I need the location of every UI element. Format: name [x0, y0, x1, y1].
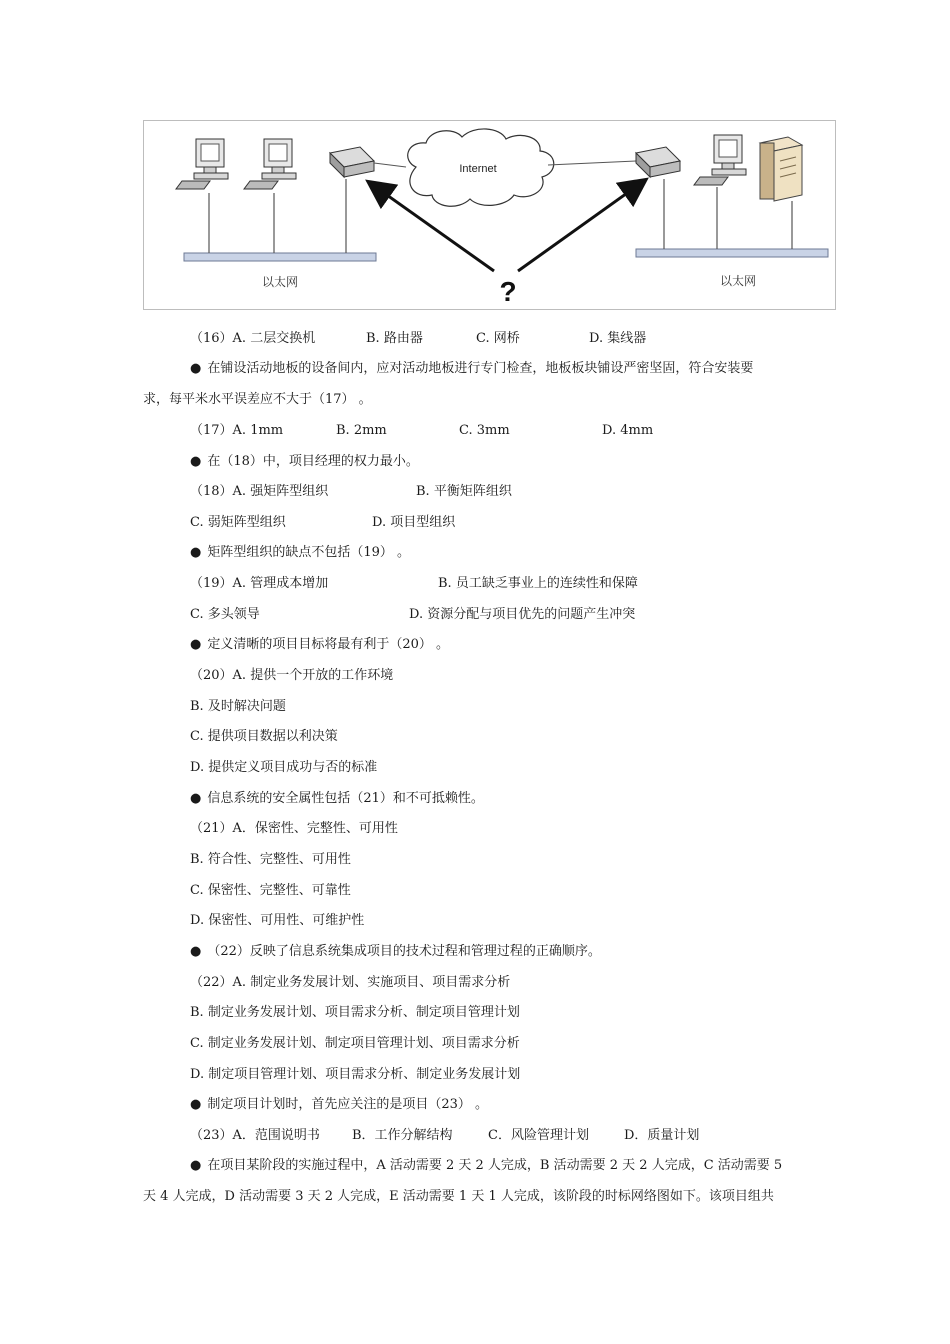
server-icon: [760, 137, 802, 201]
q16-option-b: B. 路由器: [366, 331, 423, 346]
q17-option-b: B. 2mm: [336, 423, 387, 438]
network-diagram-figure: [143, 120, 836, 310]
q23-stem: ● 制定项目计划时，首先应关注的是项目（23） 。: [190, 1097, 488, 1113]
q23-option-c: C．风险管理计划: [488, 1128, 589, 1143]
q19-stem: ● 矩阵型组织的缺点不包括（19） 。: [190, 545, 410, 561]
computer-icon-left-2: [244, 139, 296, 189]
q20-option-b: B. 及时解决问题: [190, 699, 286, 714]
q17-option-d: D. 4mm: [602, 423, 654, 438]
q22-option-b: B. 制定业务发展计划、项目需求分析、制定项目管理计划: [190, 1005, 520, 1020]
q19-options-ab: [190, 576, 638, 592]
q16-options: [190, 331, 647, 347]
q17-option-a: A. 1mm: [232, 423, 284, 438]
q20-number: （20）: [190, 668, 233, 683]
q18-option-a: A. 强矩阵型组织: [232, 484, 329, 499]
left-ethernet-label: 以太网: [261, 275, 299, 289]
right-ethernet-label: 以太网: [719, 274, 757, 288]
q19-number: （19）: [190, 576, 233, 591]
q19-option-d: D. 资源分配与项目优先的问题产生冲突: [409, 607, 636, 622]
q20-option-a: （20）A. 提供一个开放的工作环境: [190, 668, 394, 683]
q24-stem-line1: ● 在项目某阶段的实施过程中，A 活动需要 2 天 2 人完成，B 活动需要 2 天 2 人完成，C 活动需要 5: [190, 1158, 782, 1174]
arrow-to-right-device: [518, 181, 644, 271]
network-device-icon-left: [330, 147, 374, 177]
q22-stem: ● （22）反映了信息系统集成项目的技术过程和管理过程的正确顺序。: [190, 944, 601, 960]
network-device-icon-right: [636, 147, 680, 177]
q23-option-b: B．工作分解结构: [352, 1128, 453, 1143]
q17-stem-line2: 求，每平米水平误差应不大于（17） 。: [143, 392, 372, 407]
q19-options-cd: [190, 607, 636, 623]
q17-option-c: C. 3mm: [459, 423, 510, 438]
q16-option-a: A. 二层交换机: [232, 331, 316, 346]
question-mark: ?: [499, 276, 517, 307]
q17-stem-line1: ● 在铺设活动地板的设备间内，应对活动地板进行专门检查，地板板块铺设严密坚固，符合安装要: [190, 361, 753, 377]
q18-stem: ● 在（18）中，项目经理的权力最小。: [190, 454, 419, 470]
q23-options: [190, 1128, 700, 1144]
q16-number: （16）: [190, 331, 233, 346]
left-ethernet-bus: [184, 253, 376, 261]
q21-option-a: （21）A．保密性、完整性、可用性: [190, 821, 398, 836]
q22-option-a: （22）A. 制定业务发展计划、实施项目、项目需求分析: [190, 975, 511, 990]
q18-number: （18）: [190, 484, 233, 499]
q18-option-d: D. 项目型组织: [372, 515, 456, 530]
right-ethernet-bus: [636, 249, 828, 257]
q23-option-d: D．质量计划: [624, 1128, 700, 1143]
q21-stem: ● 信息系统的安全属性包括（21）和不可抵赖性。: [190, 791, 484, 807]
computer-icon-left-1: [176, 139, 228, 189]
q18-options-ab: [190, 484, 512, 500]
q18-options-cd: [190, 515, 456, 531]
q21-option-c: C. 保密性、完整性、可靠性: [190, 883, 351, 898]
q16-option-c: C. 网桥: [476, 331, 520, 346]
q24-stem-line2: 天 4 人完成，D 活动需要 3 天 2 人完成，E 活动需要 1 天 1 人完成，该阶段的时标网络图如下。该项目组共: [143, 1189, 774, 1204]
q22-number: （22）: [190, 975, 233, 990]
internet-label: Internet: [459, 163, 497, 175]
q20-option-c: C. 提供项目数据以利决策: [190, 729, 338, 744]
q20-option-d: D. 提供定义项目成功与否的标准: [190, 760, 378, 775]
q19-option-b: B. 员工缺乏事业上的连续性和保障: [438, 576, 638, 591]
q18-option-b: B. 平衡矩阵组织: [416, 484, 512, 499]
q21-number: （21）: [190, 821, 233, 836]
q17-number: （17）: [190, 423, 233, 438]
q23-number: （23）: [190, 1128, 233, 1143]
q19-option-a: A. 管理成本增加: [232, 576, 329, 591]
q20-stem: ● 定义清晰的项目目标将最有利于（20） 。: [190, 637, 449, 653]
q16-option-d: D. 集线器: [589, 331, 647, 346]
q18-option-c: C. 弱矩阵型组织: [190, 515, 286, 530]
q21-option-b: B. 符合性、完整性、可用性: [190, 852, 351, 867]
q17-options: [190, 423, 654, 439]
computer-icon-right: [694, 135, 746, 185]
q23-option-a: A．范围说明书: [232, 1128, 320, 1143]
q22-option-d: D. 制定项目管理计划、项目需求分析、制定业务发展计划: [190, 1067, 521, 1082]
q22-option-c: C. 制定业务发展计划、制定项目管理计划、项目需求分析: [190, 1036, 520, 1051]
q19-option-c: C. 多头领导: [190, 607, 260, 622]
q21-option-d: D. 保密性、可用性、可维护性: [190, 913, 365, 928]
